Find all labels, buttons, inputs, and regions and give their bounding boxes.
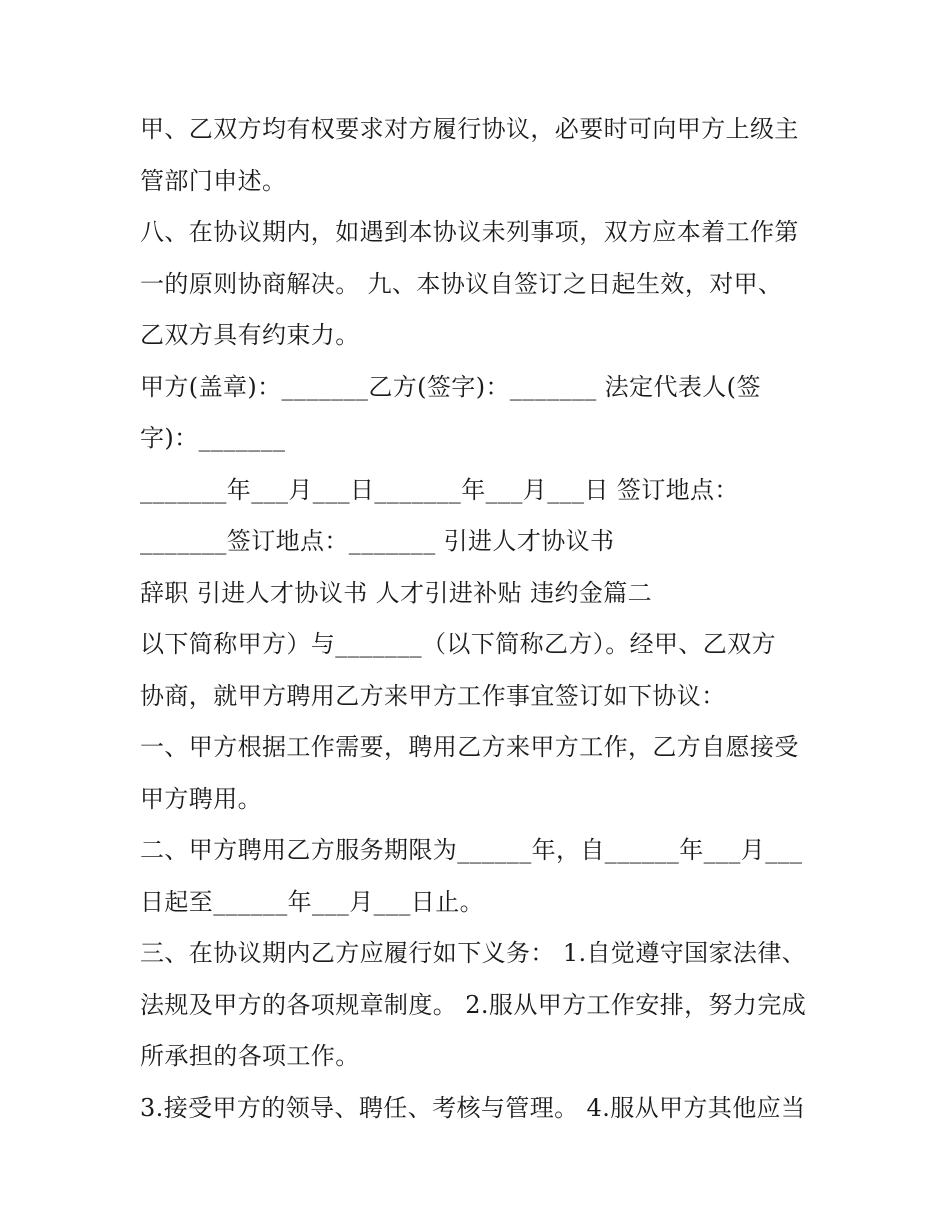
text-line: 甲方聘用。 <box>140 784 262 813</box>
text-line: 乙双方具有约束力。 <box>140 321 360 349</box>
text-line: 法规及甲方的各项规章制度。 2.服从甲方工作安排，努力完成 <box>140 990 807 1019</box>
text-line: 3.接受甲方的领导、聘任、考核与管理。 4.服从甲方其他应当 <box>140 1093 806 1122</box>
document-body <box>140 104 820 1134</box>
text-line: 管部门申述。 <box>140 166 287 195</box>
text-line: 甲、乙双方均有权要求对方履行协议，必要时可向甲方上级主 <box>140 115 799 143</box>
location-line: _______签订地点：_______ 引进人才协议书 <box>140 527 615 555</box>
text-line: 日起至______年___月___日止。 <box>140 887 484 916</box>
text-line: 三、在协议期内乙方应履行如下义务： 1.自觉遵守国家法律、 <box>140 939 807 967</box>
text-line: 以下简称甲方）与_______（以下简称乙方）。经甲、乙双方 <box>140 630 776 658</box>
text-line: 八、在协议期内，如遇到本协议未列事项，双方应本着工作第 <box>140 218 799 246</box>
text-line: 一的原则协商解决。 九、本协议自签订之日起生效，对甲、 <box>140 269 783 298</box>
signature-line: 甲方(盖章)：_______乙方(签字)：_______ 法定代表人(签 <box>140 372 761 401</box>
section-heading: 辞职 引进人才协议书 人才引进补贴 违约金篇二 <box>140 578 653 607</box>
date-line: _______年___月___日_______年___月___日 签订地点： <box>140 475 739 504</box>
text-line: 协商，就甲方聘用乙方来甲方工作事宜签订如下协议： <box>140 681 726 710</box>
text-line: 所承担的各项工作。 <box>140 1042 360 1070</box>
text-line: 二、甲方聘用乙方服务期限为______年，自______年___月___ <box>140 836 803 864</box>
signature-line: 字)：_______ <box>140 424 286 452</box>
text-line: 一、甲方根据工作需要，聘用乙方来甲方工作，乙方自愿接受 <box>140 733 799 761</box>
